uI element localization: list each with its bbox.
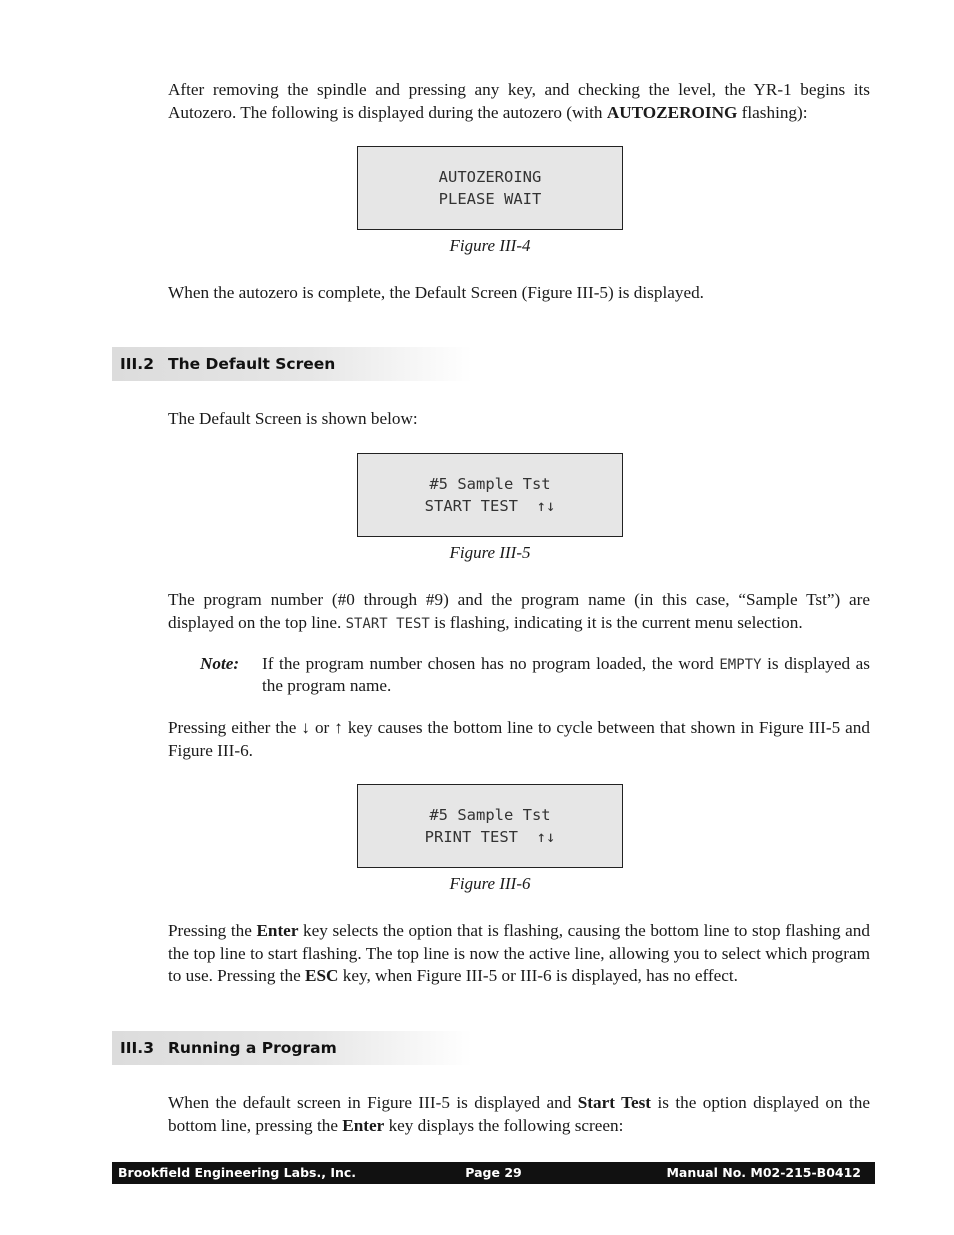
bold-autozeroing: AUTOZEROING [606, 102, 738, 122]
lcd-line-2: PRINT TEST ↑↓ [424, 828, 556, 846]
lcd-display-figure-6 [357, 784, 623, 868]
note-text: If the program number chosen has no program loaded, the word EMPTY is displayed as the program name. [262, 654, 870, 695]
lcd-line-1: #5 Sample Tst [429, 806, 551, 824]
lcd-display-figure-5 [357, 453, 623, 537]
page-footer [112, 1162, 875, 1184]
footer-page-number: Page 29 [465, 1165, 522, 1180]
inline-lcd-text: START TEST [345, 615, 430, 632]
note-label: Note: [200, 654, 240, 673]
paragraph-arrow-keys: Pressing either the ↓ or ↑ key causes the bottom line to cycle between that shown in Figure III-5 and Figure III-6. [168, 718, 870, 760]
lcd-line-2: START TEST ↑↓ [424, 497, 556, 515]
lcd-line-2: PLEASE WAIT [438, 190, 542, 208]
lcd-display-figure-4 [357, 146, 623, 230]
paragraph-enter-key: Pressing the Enter key selects the option that is flashing, causing the bottom line to stop flashing and the top line to start flashing. The top line is now the active line, allowing you to select which program to use. Pressing the ESC key, when Figure III-5 or III-6 is displayed, has no effect. [168, 921, 870, 985]
figure-caption: Figure III-5 [449, 543, 531, 562]
section-title: Running a Program [168, 1039, 337, 1057]
section-heading-running-program [112, 1031, 472, 1065]
footer-manual-number: Manual No. M02-215-B0412 [666, 1165, 861, 1180]
paragraph-program-number: The program number (#0 through #9) and the program name (in this case, “Sample Tst”) are displayed on the top line. START TEST is flashing, indicating it is the current menu selection. [168, 590, 870, 632]
paragraph-autozero-complete: When the autozero is complete, the Default Screen (Figure III-5) is displayed. [168, 283, 704, 302]
paragraph-autozero-intro: After removing the spindle and pressing any key, and checking the level, the YR-1 begins its Autozero. The following is displayed during the autozero (with AUTOZEROING flashing): [168, 80, 870, 122]
inline-lcd-text: EMPTY [719, 657, 762, 673]
figure-caption: Figure III-6 [449, 874, 531, 893]
figure-caption: Figure III-4 [449, 236, 531, 255]
section-number: III.3 [120, 1039, 154, 1057]
paragraph-start-test: When the default screen in Figure III-5 is displayed and Start Test is the option displayed on the bottom line, pressing the Enter key displays the following screen: [168, 1093, 870, 1135]
section-title: The Default Screen [168, 355, 336, 373]
section-number: III.2 [120, 355, 154, 373]
section-heading-default-screen [112, 347, 472, 381]
lcd-line-1: #5 Sample Tst [429, 475, 551, 493]
paragraph-default-screen-intro: The Default Screen is shown below: [168, 409, 418, 428]
lcd-line-1: AUTOZEROING [438, 168, 542, 186]
footer-company: Brookfield Engineering Labs., Inc. [118, 1165, 357, 1180]
